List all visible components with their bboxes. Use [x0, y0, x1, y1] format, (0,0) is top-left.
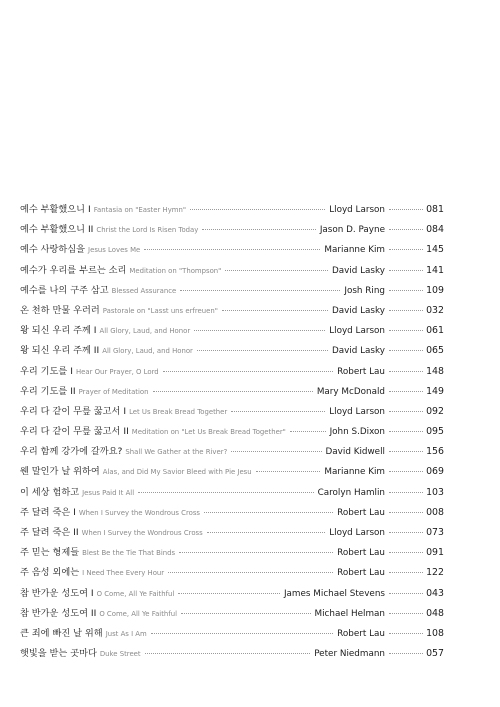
- composer-name: Josh Ring: [344, 285, 385, 296]
- english-title: When I Survey the Wondrous Cross: [81, 529, 203, 537]
- page-number: 048: [426, 607, 444, 619]
- toc-entry: [20, 282, 444, 302]
- korean-title: 주 달려 죽은 I: [20, 506, 76, 518]
- dot-leader: [389, 633, 423, 634]
- dot-leader: [225, 270, 328, 271]
- toc-entry: [20, 585, 444, 605]
- dot-leader: [389, 572, 423, 573]
- composer-name: John S.Dixon: [329, 427, 385, 438]
- toc-entry: [20, 342, 444, 362]
- korean-title: 웬 말인가 날 위하여: [20, 466, 100, 478]
- english-title: Jesus Loves Me: [88, 246, 141, 255]
- korean-title: 햇빛을 받는 곳마다: [20, 648, 97, 660]
- dot-leader: [168, 572, 333, 573]
- page-number: 122: [426, 567, 444, 579]
- page-number: 148: [426, 365, 444, 377]
- dot-leader: [231, 451, 321, 452]
- korean-title: 큰 죄에 빠진 날 위해: [20, 627, 103, 639]
- toc-entry: [20, 302, 444, 322]
- korean-title: 예수 사랑하심을: [20, 244, 86, 256]
- korean-title: 이 세상 험하고: [20, 486, 80, 498]
- page-number: 091: [426, 547, 444, 559]
- toc-entry: [20, 625, 444, 645]
- page-number: 156: [426, 446, 444, 458]
- korean-title: 참 반가운 성도여 II: [20, 607, 97, 619]
- dot-leader: [290, 431, 326, 432]
- dot-leader: [389, 653, 423, 654]
- toc-entry: [20, 443, 444, 463]
- page-number: 081: [426, 204, 444, 215]
- page-number: 095: [426, 426, 444, 438]
- toc-entry: [20, 403, 444, 423]
- english-title: O Come, All Ye Faithful: [99, 609, 177, 618]
- composer-name: Lloyd Larson: [329, 528, 385, 538]
- toc-entry: [20, 504, 444, 524]
- english-title: All Glory, Laud, and Honor: [99, 327, 191, 336]
- korean-title: 온 천하 만물 우러러: [20, 304, 100, 316]
- dot-leader: [389, 391, 423, 392]
- dot-leader: [180, 290, 340, 291]
- composer-name: Carolyn Hamlin: [317, 487, 385, 498]
- composer-name: Robert Lau: [337, 568, 385, 579]
- english-title: Jesus Paid It All: [82, 488, 135, 497]
- english-title: Just As I Am: [105, 629, 147, 638]
- korean-title: 주 음성 외에는: [20, 567, 80, 579]
- korean-title: 주 달려 죽은 II: [20, 527, 79, 538]
- dot-leader: [222, 310, 328, 311]
- dot-leader: [389, 330, 423, 331]
- toc-entry: [20, 645, 444, 665]
- page-number: 061: [426, 325, 444, 337]
- dot-leader: [389, 512, 423, 513]
- composer-name: David Lasky: [331, 305, 385, 316]
- table-of-contents: [20, 201, 444, 665]
- toc-entry: [20, 605, 444, 625]
- dot-leader: [389, 249, 423, 250]
- english-title: Prayer of Meditation: [78, 387, 149, 396]
- dot-leader: [190, 209, 325, 210]
- dot-leader: [207, 532, 326, 533]
- toc-entry: [20, 544, 444, 564]
- page-number: 069: [426, 466, 444, 478]
- dot-leader: [197, 350, 328, 351]
- composer-name: Marianne Kim: [324, 245, 385, 256]
- dot-leader: [144, 249, 320, 250]
- composer-name: Robert Lau: [337, 507, 385, 518]
- english-title: I Need Thee Every Hour: [82, 569, 165, 578]
- composer-name: Jason D. Payne: [319, 225, 385, 236]
- composer-name: David Lasky: [331, 265, 385, 276]
- composer-name: Lloyd Larson: [329, 326, 385, 337]
- page-number: 141: [426, 264, 444, 276]
- composer-name: Lloyd Larson: [329, 205, 385, 215]
- toc-entry: [20, 363, 444, 383]
- dot-leader: [179, 552, 333, 553]
- english-title: O Come, All Ye Faithful: [96, 589, 175, 598]
- english-title: Christ the Lord Is Risen Today: [96, 226, 199, 235]
- english-title: Blessed Assurance: [111, 286, 177, 295]
- composer-name: Robert Lau: [337, 628, 385, 639]
- korean-title: 왕 되신 우리 주께 II: [20, 345, 100, 357]
- korean-title: 우리 함께 강가에 갈까요?: [20, 446, 123, 458]
- korean-title: 주 믿는 형제들: [20, 547, 80, 559]
- toc-entry: [20, 241, 444, 261]
- page-number: 084: [426, 224, 444, 236]
- dot-leader: [389, 532, 423, 533]
- composer-name: Robert Lau: [337, 548, 385, 559]
- english-title: Duke Street: [99, 650, 141, 659]
- dot-leader: [194, 330, 325, 331]
- dot-leader: [389, 229, 423, 230]
- english-title: When I Survey the Wondrous Cross: [78, 508, 201, 517]
- korean-title: 우리 기도를 I: [20, 365, 73, 377]
- dot-leader: [202, 229, 315, 230]
- english-title: All Glory, Laud, and Honor: [102, 347, 193, 356]
- dot-leader: [163, 371, 334, 372]
- dot-leader: [389, 350, 423, 351]
- toc-entry: [20, 484, 444, 504]
- english-title: Alas, and Did My Savior Bleed with Pie Jesu: [102, 468, 252, 477]
- dot-leader: [231, 411, 325, 412]
- page-number: 057: [426, 648, 444, 660]
- dot-leader: [389, 290, 423, 291]
- korean-title: 우리 다 같이 무릎 꿇고서 II: [20, 426, 129, 438]
- page-number: 092: [426, 405, 444, 417]
- english-title: Fantasia on "Easter Hymn": [93, 206, 187, 214]
- dot-leader: [153, 391, 313, 392]
- korean-title: 참 반가운 성도여 I: [20, 587, 94, 599]
- english-title: Hear Our Prayer, O Lord: [75, 367, 159, 376]
- page-number: 145: [426, 244, 444, 256]
- page-number: 073: [426, 527, 444, 538]
- dot-leader: [389, 310, 423, 311]
- dot-leader: [389, 371, 423, 372]
- korean-title: 왕 되신 우리 주께 I: [20, 325, 97, 337]
- korean-title: 예수가 우리를 부르는 소리: [20, 264, 127, 276]
- toc-entry: [20, 383, 444, 403]
- dot-leader: [389, 613, 423, 614]
- dot-leader: [256, 471, 321, 472]
- dot-leader: [151, 633, 333, 634]
- page-number: 008: [426, 506, 444, 518]
- page-number: 149: [426, 385, 444, 397]
- composer-name: Lloyd Larson: [329, 406, 385, 417]
- korean-title: 우리 다 같이 무릎 꿇고서 I: [20, 405, 127, 417]
- korean-title: 우리 기도를 II: [20, 385, 76, 397]
- dot-leader: [389, 270, 423, 271]
- toc-entry: [20, 221, 444, 241]
- toc-entry: [20, 463, 444, 483]
- toc-entry: [20, 201, 444, 221]
- dot-leader: [389, 471, 423, 472]
- composer-name: Mary McDonald: [316, 386, 385, 397]
- composer-name: Michael Helman: [314, 608, 385, 619]
- dot-leader: [389, 552, 423, 553]
- toc-entry: [20, 564, 444, 584]
- dot-leader: [389, 431, 423, 432]
- toc-entry: [20, 262, 444, 282]
- dot-leader: [138, 492, 313, 493]
- page-number: 109: [426, 284, 444, 296]
- english-title: Meditation on "Thompson": [129, 266, 222, 275]
- dot-leader: [389, 209, 423, 210]
- dot-leader: [178, 593, 280, 594]
- dot-leader: [389, 492, 423, 493]
- dot-leader: [204, 512, 333, 513]
- composer-name: David Kidwell: [325, 447, 385, 458]
- dot-leader: [389, 451, 423, 452]
- dot-leader: [389, 593, 423, 594]
- page-number: 032: [426, 304, 444, 316]
- composer-name: Marianne Kim: [324, 467, 385, 478]
- composer-name: Robert Lau: [337, 366, 385, 377]
- english-title: Meditation on "Let Us Break Bread Together": [131, 428, 286, 437]
- english-title: Blest Be the Tie That Binds: [82, 549, 176, 558]
- dot-leader: [145, 653, 311, 654]
- page-number: 043: [426, 587, 444, 599]
- toc-entry: [20, 524, 444, 544]
- korean-title: 예수 부활했으니 I: [20, 204, 91, 215]
- dot-leader: [181, 613, 311, 614]
- toc-entry: [20, 423, 444, 443]
- english-title: Let Us Break Bread Together: [129, 407, 228, 416]
- page-number: 103: [426, 486, 444, 498]
- dot-leader: [389, 411, 423, 412]
- page-number: 108: [426, 627, 444, 639]
- english-title: Shall We Gather at the River?: [125, 448, 228, 457]
- korean-title: 예수를 나의 구주 삼고: [20, 284, 109, 296]
- composer-name: James Michael Stevens: [283, 588, 385, 599]
- korean-title: 예수 부활했으니 II: [20, 224, 94, 236]
- english-title: Pastorale on "Lasst uns erfreuen": [102, 306, 218, 315]
- page-number: 065: [426, 345, 444, 357]
- toc-entry: [20, 322, 444, 342]
- composer-name: David Lasky: [331, 346, 385, 357]
- composer-name: Peter Niedmann: [314, 649, 385, 660]
